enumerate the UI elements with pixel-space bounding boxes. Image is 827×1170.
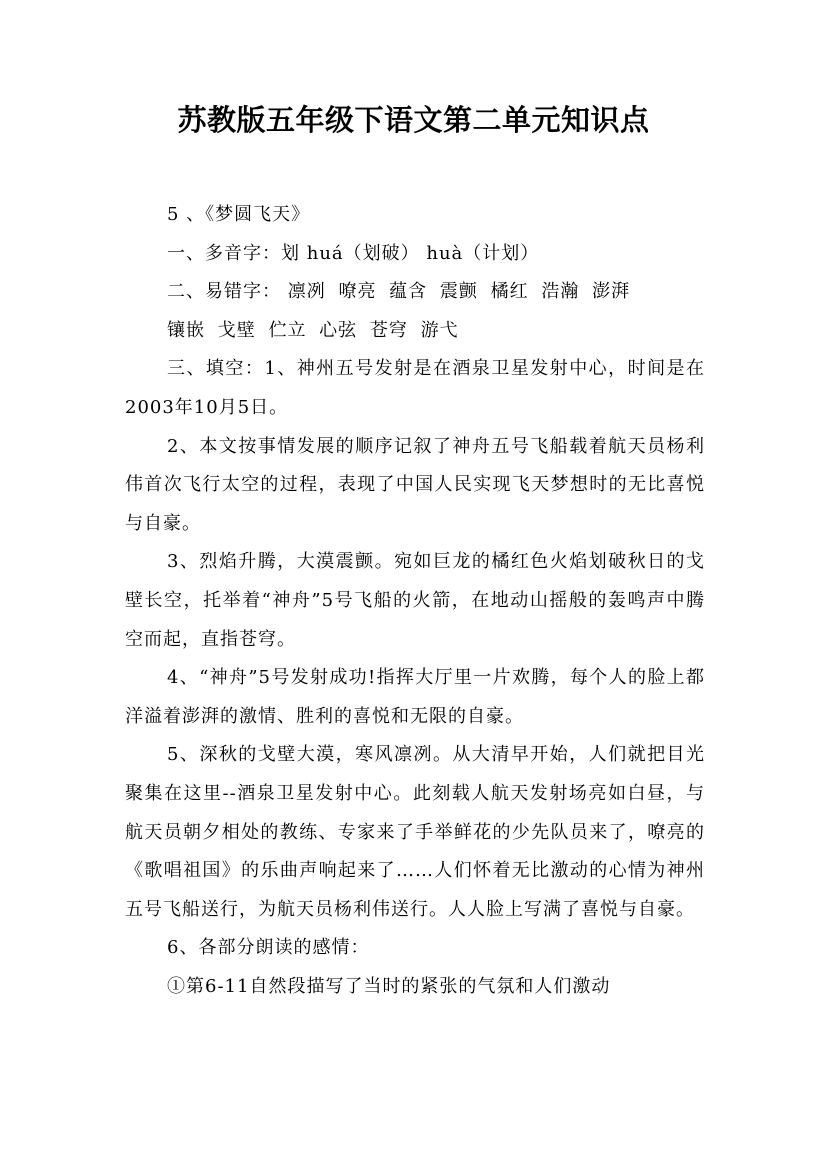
fill-item-1: 三、填空：1、神州五号发射是在酒泉卫星发射中心，时间是在2003年10月5日。 bbox=[125, 358, 705, 418]
document-title: 苏教版五年级下语文第二单元知识点 bbox=[177, 103, 650, 137]
fill-item-4: 4、“神舟”5号发射成功!指挥大厅里一片欢腾，每个人的脸上都洋溢着澎湃的激情、胜利的喜悦和无限的自豪。 bbox=[125, 667, 705, 727]
fill-item-6: 6、各部分朗读的感情： bbox=[167, 937, 370, 959]
error-prone-words-line2: 镶嵌 戈壁 伫立 心弦 苍穹 游弋 bbox=[167, 319, 459, 341]
polyphone-line: 一、多音字：划 huá（划破） huà（计划） bbox=[167, 242, 540, 264]
error-prone-words bbox=[125, 273, 705, 312]
fill-item-5: 5、深秋的戈壁大漠，寒风凛冽。从大清早开始，人们就把目光聚集在这里--酒泉卫星发射中心。此刻载人航天发射场亮如白昼，与航天员朝夕相处的教练、专家来了手举鲜花的少先队员来了，嘹亮的《歌唱祖国》的乐曲声响起来了……人们怀着无比激动的心情为神州五号飞船送行，为航天员杨利伟送行。人人脸上写满了喜悦与自豪。 bbox=[125, 744, 705, 920]
document-body bbox=[125, 196, 705, 1006]
fill-item-2: 2、本文按事情发展的顺序记叙了神舟五号飞船载着航天员杨利伟首次飞行太空的过程，表现了中国人民实现飞天梦想时的无比喜悦与自豪。 bbox=[125, 435, 705, 534]
fill-item-6-sub-1: ①第6-11自然段描写了当时的紧张的气氛和人们激动 bbox=[167, 975, 611, 997]
lesson-heading: 5 、《梦圆飞天》 bbox=[167, 204, 311, 225]
error-prone-line1: 凛冽 嘹亮 蕴含 震颤 橘红 浩瀚 澎湃 bbox=[287, 281, 631, 303]
error-prone-label: 二、易错字： bbox=[167, 281, 281, 303]
fill-item-3: 3、烈焰升腾，大漠震颤。宛如巨龙的橘红色火焰划破秋日的戈壁长空，托举着“神舟”5号飞船的火箭，在地动山摇般的轰鸣声中腾空而起，直指苍穹。 bbox=[125, 551, 705, 650]
